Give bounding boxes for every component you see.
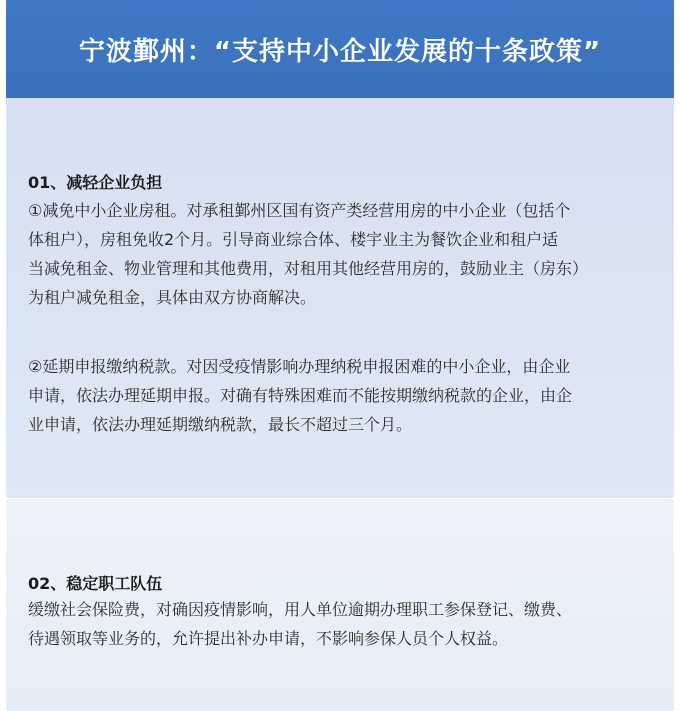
page-title: 宁波鄞州：“支持中小企业发展的十条政策” [78, 36, 602, 67]
text-line: 待遇领取等业务的，允许提出补办申请，不影响参保人员个人权益。 [28, 629, 509, 648]
text-line: ①减免中小企业房租。对承租鄞州区国有资产类经营用房的中小企业（包括个 [28, 201, 571, 220]
paragraph-rent-reduction [28, 196, 588, 312]
section-title: 02、稳定职工队伍 [28, 574, 163, 593]
text-line: 缓缴社会保险费，对确因疫情影响，用人单位逾期办理职工参保登记、缴费、 [28, 600, 573, 619]
text-line: ②延期申报缴纳税款。对因受疫情影响办理纳税申报困难的中小企业，由企业 [28, 357, 571, 376]
paragraph-tax-deferral [28, 352, 572, 439]
section-stabilize-workforce [6, 499, 674, 711]
text-line: 为租户减免租金，具体由双方协商解决。 [28, 288, 317, 307]
text-line: 申请，依法办理延期申报。对确有特殊困难而不能按期缴纳税款的企业，由企 [28, 386, 573, 405]
text-line: 业申请，依法办理延期缴纳税款，最长不超过三个月。 [28, 415, 413, 434]
paragraph-social-insurance [28, 595, 572, 653]
header-banner [6, 0, 674, 98]
text-line: 当减免租金、物业管理和其他费用，对租用其他经营用房的，鼓励业主（房东） [28, 259, 589, 278]
text-line: 体租户），房租免收2个月。引导商业综合体、楼宇业主为餐饮企业和租户适 [28, 230, 559, 249]
section-title: 01、减轻企业负担 [28, 173, 163, 192]
section-reduce-burden [6, 98, 674, 498]
